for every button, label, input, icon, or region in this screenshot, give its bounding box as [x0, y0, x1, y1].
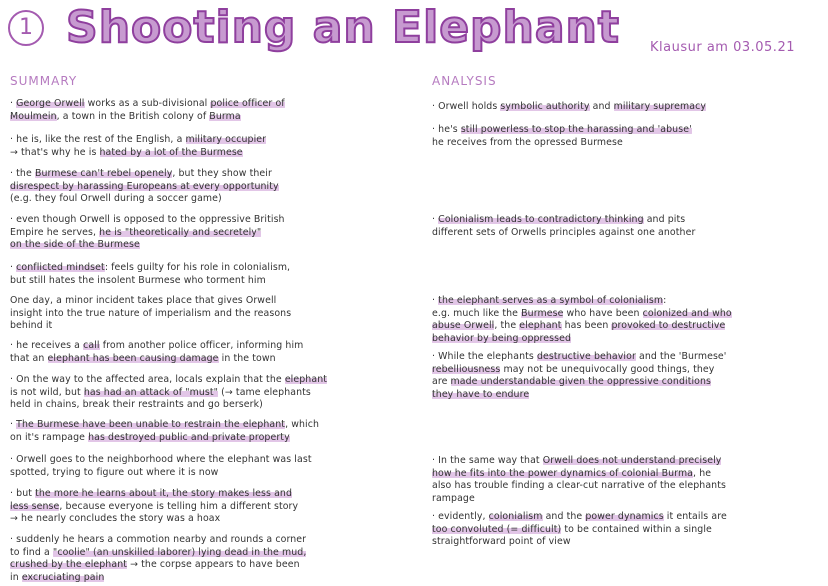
text-line: [432, 511, 727, 524]
highlighted-phrase: symbolic authority: [500, 101, 590, 112]
text-phrase: → the corpse appears to have been: [127, 559, 300, 571]
text-phrase: (→ tame elephants: [218, 386, 311, 398]
highlighted-phrase: call: [83, 340, 100, 351]
text-phrase: in: [10, 571, 22, 583]
text-line: [432, 137, 692, 150]
text-line: [10, 419, 319, 432]
text-phrase: has been: [561, 320, 612, 332]
analysis-item: [432, 455, 726, 505]
summary-item: [10, 534, 306, 584]
text-line: [432, 376, 726, 389]
text-phrase: insight into the true nature of imperialism and the reasons: [10, 307, 292, 319]
text-line: [432, 351, 726, 364]
analysis-item: [432, 295, 732, 345]
text-line: [10, 214, 285, 227]
text-line: [10, 340, 303, 353]
highlighted-phrase: Burmese can't rebel openely: [34, 168, 173, 179]
highlighted-phrase: he is "theoretically and secretely": [99, 226, 262, 238]
highlighted-phrase: rebelliousness: [432, 363, 501, 375]
text-line: [10, 262, 290, 275]
highlighted-phrase: Burma: [209, 110, 241, 122]
text-phrase: and: [589, 101, 614, 112]
text-phrase: who have been: [563, 307, 643, 319]
text-phrase: in the town: [218, 352, 276, 364]
highlighted-phrase: military occupier: [185, 134, 267, 145]
text-phrase: · evidently,: [432, 511, 489, 522]
text-line: [10, 467, 312, 480]
text-line: [10, 399, 327, 412]
text-phrase: ·: [10, 419, 17, 430]
highlighted-phrase: destructive behavior: [536, 351, 636, 362]
text-line: [10, 193, 279, 206]
highlighted-phrase: elephant: [519, 320, 562, 332]
text-phrase: · the: [10, 168, 35, 179]
summary-item: [10, 168, 279, 206]
text-line: [10, 454, 312, 467]
text-line: [432, 101, 706, 114]
text-line: [432, 536, 727, 549]
text-phrase: and pits: [643, 214, 686, 225]
text-phrase: it entails are: [663, 511, 727, 522]
text-phrase: straightforward point of view: [432, 536, 571, 548]
text-line: [432, 524, 727, 537]
text-line: [432, 468, 726, 481]
text-phrase: he receives from the opressed Burmese: [432, 136, 623, 148]
highlighted-phrase: has had an attack of "must": [83, 386, 219, 398]
text-line: [10, 353, 303, 366]
section-number: 1: [19, 15, 33, 40]
text-line: [10, 308, 291, 321]
text-line: [10, 374, 327, 387]
text-phrase: → that's why he is: [10, 146, 100, 158]
highlighted-phrase: provoked to destructive: [611, 320, 726, 332]
text-line: [10, 134, 266, 147]
text-phrase: · he receives a: [10, 340, 84, 351]
text-phrase: · Orwell holds: [432, 101, 501, 112]
text-line: [432, 214, 695, 227]
summary-item: [10, 454, 312, 479]
summary-item: [10, 374, 327, 412]
highlighted-phrase: has destroyed public and private property: [88, 431, 290, 443]
text-phrase: works as a sub-divisional: [84, 98, 211, 109]
section-number-badge: [8, 10, 44, 46]
text-line: [10, 320, 291, 333]
text-phrase: · Orwell goes to the neighborhood where the elephant was last: [10, 454, 312, 465]
summary-item: [10, 340, 303, 365]
text-phrase: , which: [285, 419, 320, 430]
text-line: [10, 227, 285, 240]
text-line: [10, 572, 306, 585]
highlighted-phrase: power dynamics: [585, 511, 664, 522]
text-phrase: · but: [10, 488, 36, 499]
text-line: [10, 501, 298, 514]
highlighted-phrase: "coolie" (an unskilled laborer) lying dead in the mud,: [52, 546, 307, 558]
text-line: [10, 181, 279, 194]
analysis-heading: ANALYSIS: [432, 74, 497, 88]
text-line: [10, 547, 306, 560]
page-title: Shooting an Elephant: [66, 2, 620, 53]
text-phrase: , but they show their: [172, 168, 272, 179]
text-phrase: ·: [432, 295, 439, 306]
text-phrase: : feels guilty for his role in colonialism,: [104, 262, 291, 273]
text-phrase: rampage: [432, 492, 475, 504]
text-phrase: , a town in the British colony of: [56, 110, 210, 122]
text-line: [10, 168, 279, 181]
text-phrase: · he's: [432, 124, 461, 135]
text-line: [432, 227, 695, 240]
summary-item: [10, 295, 291, 333]
highlighted-phrase: made understandable given the oppressive conditions: [450, 376, 712, 388]
text-phrase: · While the elephants: [432, 351, 537, 362]
text-line: [10, 534, 306, 547]
text-phrase: different sets of Orwells principles against one another: [432, 226, 696, 238]
highlighted-phrase: the more he learns about it, the story makes less and: [35, 488, 293, 499]
text-phrase: and the: [542, 511, 586, 522]
highlighted-phrase: crushed by the elephant: [10, 559, 128, 571]
exam-date: Klausur am 03.05.21: [650, 40, 795, 55]
summary-item: [10, 488, 298, 526]
highlighted-phrase: police officer of: [210, 98, 285, 109]
text-line: [432, 308, 732, 321]
highlighted-phrase: colonialism: [488, 511, 543, 522]
summary-item: [10, 214, 285, 252]
analysis-item: [432, 124, 692, 149]
text-phrase: to find a: [10, 546, 53, 558]
highlighted-phrase: disrespect by harassing Europeans at every opportunity: [10, 180, 279, 192]
text-phrase: but still hates the insolent Burmese who torment him: [10, 274, 266, 286]
text-line: [10, 239, 285, 252]
text-line: [432, 124, 692, 137]
summary-heading: SUMMARY: [10, 74, 78, 88]
text-phrase: to be contained within a single: [561, 523, 712, 535]
text-line: [432, 295, 732, 308]
text-phrase: held in chains, break their restraints and go berserk): [10, 399, 263, 411]
text-phrase: · even though Orwell is opposed to the oppressive British: [10, 214, 285, 225]
summary-item: [10, 262, 290, 287]
highlighted-phrase: Orwell does not understand precisely: [542, 455, 722, 466]
text-phrase: · he is, like the rest of the English, a: [10, 134, 186, 145]
highlighted-phrase: conflicted mindset: [16, 262, 105, 273]
text-line: [432, 333, 732, 346]
highlighted-phrase: still powerless to stop the harassing and 'abuse': [460, 124, 692, 135]
analysis-item: [432, 511, 727, 549]
text-line: [432, 493, 726, 506]
highlighted-phrase: Moulmein: [10, 110, 57, 122]
text-phrase: , the: [494, 320, 520, 332]
text-line: [432, 389, 726, 402]
text-line: [432, 480, 726, 493]
summary-item: [10, 98, 285, 123]
text-line: [10, 559, 306, 572]
highlighted-phrase: military supremacy: [613, 101, 706, 112]
text-phrase: · suddenly he hears a commotion nearby and rounds a corner: [10, 534, 307, 545]
highlighted-phrase: Colonialism leads to contradictory thinking: [438, 214, 644, 225]
text-line: [10, 147, 266, 160]
highlighted-phrase: elephant has been causing damage: [47, 352, 219, 364]
highlighted-phrase: behavior by being oppressed: [432, 332, 572, 344]
highlighted-phrase: abuse Orwell: [432, 320, 495, 332]
text-phrase: are: [432, 376, 451, 388]
text-phrase: ·: [432, 214, 439, 225]
highlighted-phrase: they have to endure: [432, 388, 530, 400]
text-phrase: may not be unequivocally good things, they: [500, 363, 715, 375]
text-phrase: that an: [10, 352, 48, 364]
text-phrase: → he nearly concludes the story was a hoax: [10, 513, 221, 525]
text-line: [10, 275, 290, 288]
text-line: [432, 455, 726, 468]
text-phrase: from another police officer, informing him: [99, 340, 304, 351]
text-phrase: · On the way to the affected area, locals explain that the: [10, 374, 285, 385]
text-phrase: spotted, trying to figure out where it is now: [10, 466, 219, 478]
highlighted-phrase: less sense: [10, 500, 60, 512]
text-phrase: e.g. much like the: [432, 307, 522, 319]
text-line: [432, 364, 726, 377]
highlighted-phrase: elephant: [284, 374, 328, 385]
text-line: [432, 320, 732, 333]
text-line: [10, 432, 319, 445]
text-phrase: (e.g. they foul Orwell during a soccer game): [10, 193, 222, 205]
highlighted-phrase: how he fits into the power dynamics of colonial Burma: [432, 467, 694, 479]
text-line: [10, 98, 285, 111]
highlighted-phrase: The Burmese have been unable to restrain the elephant: [16, 419, 286, 430]
text-line: [10, 488, 298, 501]
highlighted-phrase: Burmese: [521, 307, 564, 319]
analysis-item: [432, 214, 695, 239]
text-phrase: is not wild, but: [10, 386, 84, 398]
text-line: [10, 513, 298, 526]
analysis-item: [432, 101, 706, 114]
text-phrase: One day, a minor incident takes place that gives Orwell: [10, 295, 277, 306]
text-phrase: :: [663, 295, 667, 306]
highlighted-phrase: hated by a lot of the Burmese: [99, 146, 243, 158]
highlighted-phrase: on the side of the Burmese: [10, 239, 140, 251]
text-phrase: ·: [10, 262, 17, 273]
text-phrase: also has trouble finding a clear-cut narrative of the elephants: [432, 480, 726, 492]
text-line: [10, 387, 327, 400]
text-phrase: ·: [10, 98, 17, 109]
text-line: [10, 111, 285, 124]
text-phrase: · In the same way that: [432, 455, 543, 466]
text-phrase: behind it: [10, 320, 53, 332]
summary-item: [10, 419, 319, 444]
highlighted-phrase: excruciating pain: [21, 571, 105, 583]
text-phrase: on it's rampage: [10, 431, 89, 443]
text-phrase: and the 'Burmese': [635, 351, 727, 362]
text-phrase: , because everyone is telling him a different story: [59, 500, 299, 512]
text-phrase: , he: [693, 467, 712, 479]
text-phrase: Empire he serves,: [10, 226, 100, 238]
highlighted-phrase: too convoluted (= difficult): [432, 523, 562, 535]
summary-item: [10, 134, 266, 159]
analysis-item: [432, 351, 726, 401]
highlighted-phrase: colonized and who: [642, 307, 732, 319]
highlighted-phrase: George Orwell: [16, 98, 85, 109]
highlighted-phrase: the elephant serves as a symbol of colonialism: [438, 295, 664, 306]
text-line: [10, 295, 291, 308]
